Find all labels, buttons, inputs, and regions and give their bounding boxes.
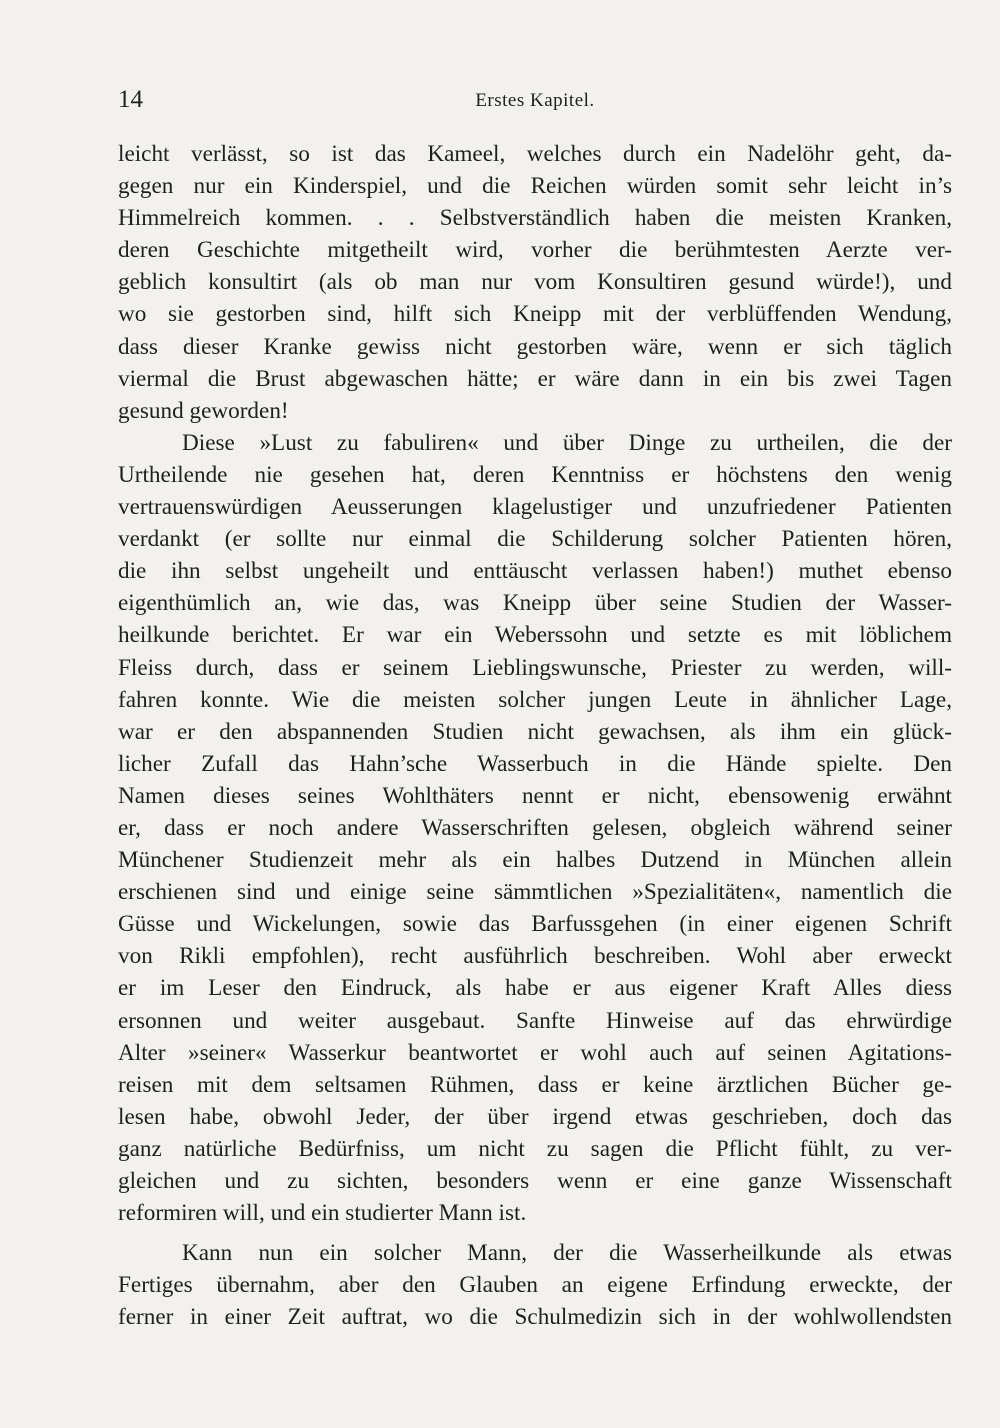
text-line: vertrauenswürdigen Aeusserungen klagelustiger und unzufriedener Patienten bbox=[118, 494, 952, 521]
text-line: ganz natürliche Bedürfniss, um nicht zu sagen die Pflicht fühlt, zu ver- bbox=[118, 1135, 952, 1162]
text-line: Fertiges übernahm, aber den Glauben an eigene Erfindung erweckte, der bbox=[118, 1272, 952, 1299]
text-line: dass dieser Kranke gewiss nicht gestorben wäre, wenn er sich täglich bbox=[118, 333, 952, 360]
text-line: viermal die Brust abgewaschen hätte; er wäre dann in ein bis zwei Tagen bbox=[118, 365, 952, 392]
text-line: ersonnen und weiter ausgebaut. Sanfte Hinweise auf das ehrwürdige bbox=[118, 1007, 952, 1034]
text-line: Urtheilende nie gesehen hat, deren Kenntniss er höchstens den wenig bbox=[118, 461, 952, 488]
text-line: gesund geworden! bbox=[118, 397, 289, 424]
running-head: Erstes Kapitel. bbox=[475, 90, 595, 111]
text-line: gegen nur ein Kinderspiel, und die Reichen würden somit sehr leicht in’s bbox=[118, 173, 952, 200]
page-header bbox=[118, 86, 952, 120]
paragraph-start-line: Diese »Lust zu fabuliren« und über Dinge zu urtheilen, die der bbox=[182, 429, 952, 456]
text-line: er, dass er noch andere Wasserschriften gelesen, obgleich während seiner bbox=[118, 814, 952, 841]
paragraph-gap bbox=[118, 1229, 952, 1237]
text-line: lesen habe, obwohl Jeder, der über irgend etwas geschrieben, doch das bbox=[118, 1103, 952, 1130]
text-line: deren Geschichte mitgetheilt wird, vorher die berühmtesten Aerzte ver- bbox=[118, 237, 952, 264]
text-line: erschienen sind und einige seine sämmtlichen »Spezialitäten«, namentlich die bbox=[118, 879, 952, 906]
text-line: Fleiss durch, dass er seinem Lieblingswunsche, Priester zu werden, will- bbox=[118, 654, 952, 681]
text-line: Güsse und Wickelungen, sowie das Barfussgehen (in einer eigenen Schrift bbox=[118, 911, 952, 938]
text-line: die ihn selbst ungeheilt und enttäuscht verlassen haben!) muthet ebenso bbox=[118, 558, 952, 585]
text-line: reisen mit dem seltsamen Rühmen, dass er keine ärztlichen Bücher ge- bbox=[118, 1071, 952, 1098]
text-line: er im Leser den Eindruck, als habe er aus eigener Kraft Alles diess bbox=[118, 975, 952, 1002]
text-line: fahren konnte. Wie die meisten solcher jungen Leute in ähnlicher Lage, bbox=[118, 686, 952, 713]
text-line: heilkunde berichtet. Er war ein Weberssohn und setzte es mit löblichem bbox=[118, 622, 952, 649]
text-line: ferner in einer Zeit auftrat, wo die Schulmedizin sich in der wohlwollendsten bbox=[118, 1304, 952, 1331]
text-line: leicht verlässt, so ist das Kameel, welches durch ein Nadelöhr geht, da- bbox=[118, 141, 952, 167]
text-line: verdankt (er sollte nur einmal die Schilderung solcher Patienten hören, bbox=[118, 526, 952, 553]
text-line: reformiren will, und ein studierter Mann ist. bbox=[118, 1200, 527, 1227]
text-line: Namen dieses seines Wohlthäters nennt er nicht, ebensowenig erwähnt bbox=[118, 782, 952, 809]
text-line: von Rikli empfohlen), recht ausführlich beschreiben. Wohl aber erweckt bbox=[118, 943, 952, 970]
text-line: eigenthümlich an, wie das, was Kneipp über seine Studien der Wasser- bbox=[118, 590, 952, 617]
text-line: war er den abspannenden Studien nicht gewachsen, als ihm ein glück- bbox=[118, 718, 952, 745]
paragraph-start-line: Kann nun ein solcher Mann, der die Wasserheilkunde als etwas bbox=[182, 1240, 952, 1267]
body-text bbox=[118, 138, 952, 1333]
text-line: Münchener Studienzeit mehr als ein halbes Dutzend in München allein bbox=[118, 847, 952, 874]
text-line: wo sie gestorben sind, hilft sich Kneipp mit der verblüffenden Wendung, bbox=[118, 301, 952, 328]
text-line: Himmelreich kommen. . . Selbstverständlich haben die meisten Kranken, bbox=[118, 205, 952, 232]
text-line: licher Zufall das Hahn’sche Wasserbuch in die Hände spielte. Den bbox=[118, 750, 952, 777]
text-line: Alter »seiner« Wasserkur beantwortet er wohl auch auf seinen Agitations- bbox=[118, 1039, 952, 1066]
text-line: gleichen und zu sichten, besonders wenn er eine ganze Wissenschaft bbox=[118, 1168, 952, 1194]
text-line: geblich konsultirt (als ob man nur vom Konsultiren gesund würde!), und bbox=[118, 269, 952, 296]
page-number: 14 bbox=[118, 86, 143, 113]
